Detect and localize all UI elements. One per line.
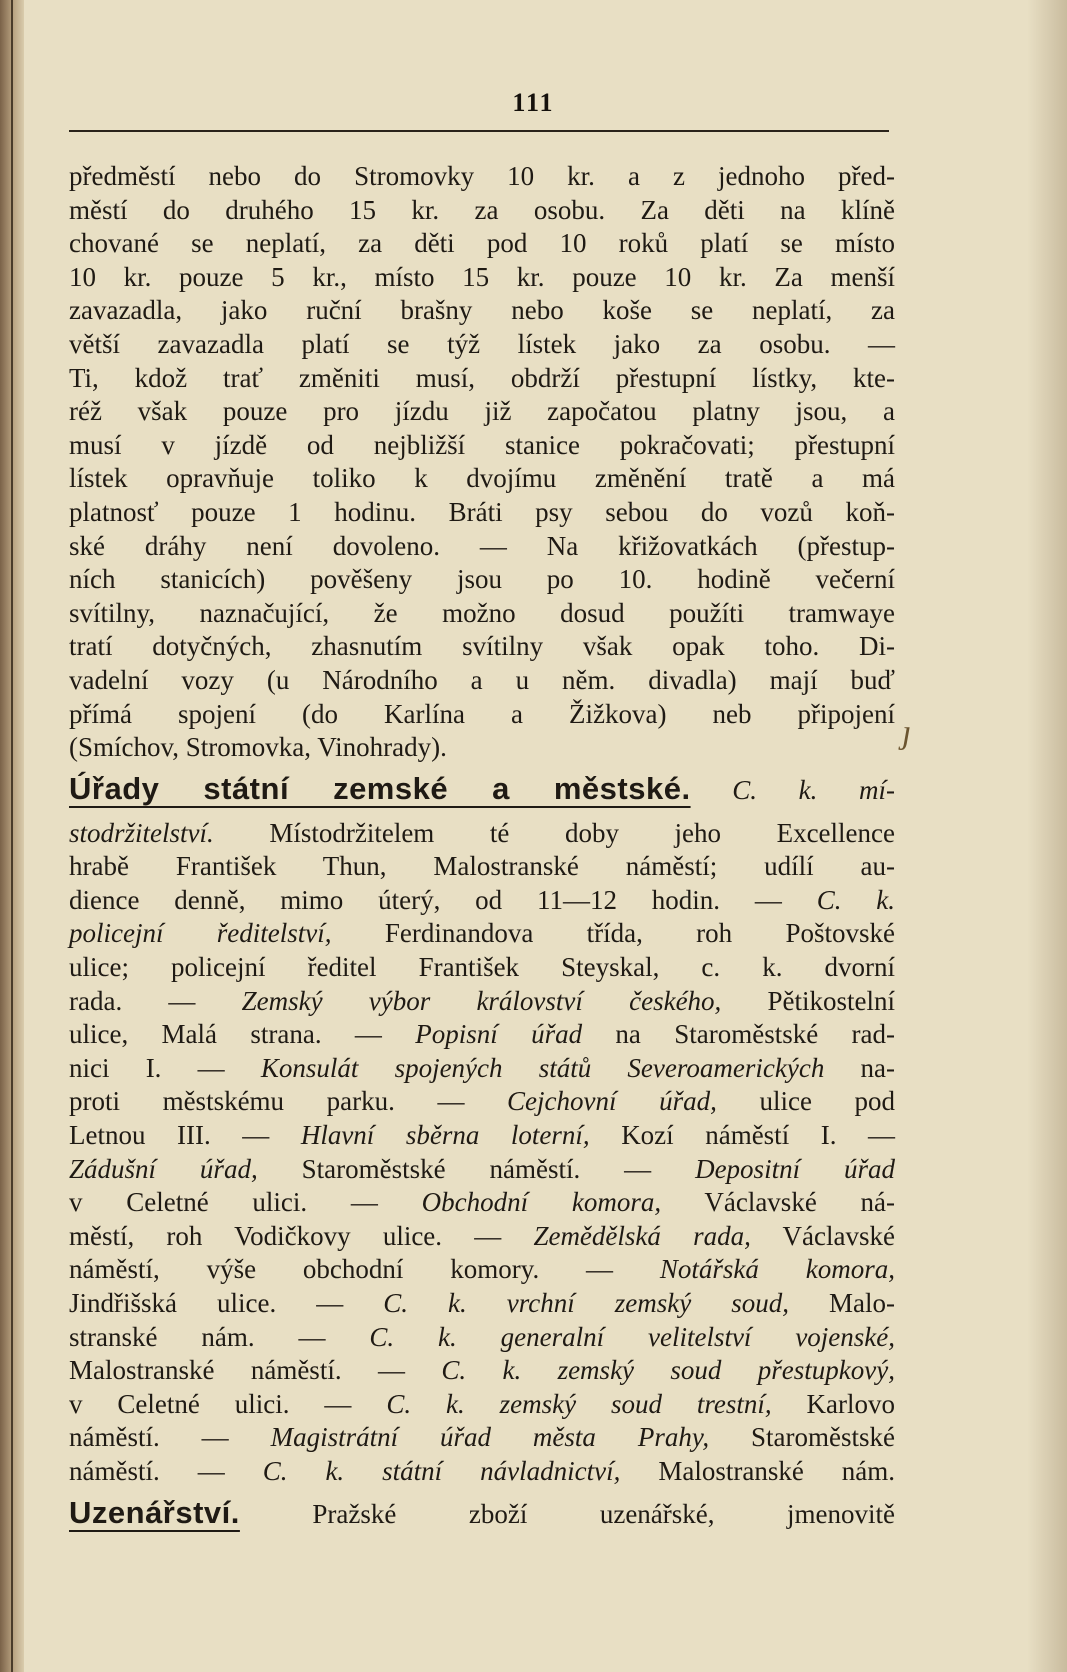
text-line	[69, 1253, 895, 1287]
text-run: na Staroměstské rad-	[615, 1019, 895, 1050]
text-run: rada. —	[69, 985, 196, 1016]
text-run: na-	[860, 1052, 896, 1083]
page-body	[69, 160, 895, 1541]
italic-term: C. k.	[816, 884, 896, 915]
text-line	[69, 1220, 895, 1254]
text-line	[69, 1287, 895, 1321]
text-run: Staroměstské náměstí. —	[301, 1153, 652, 1184]
text-line	[69, 985, 895, 1019]
text-run: Jindřišská ulice. —	[69, 1288, 344, 1318]
binding-edge	[11, 0, 13, 1672]
text-run: stranské nám. —	[69, 1321, 326, 1352]
book-binding	[0, 0, 24, 1672]
italic-term: policejní ředitelství,	[69, 918, 332, 949]
text-line: svítilny, naznačující, že možno dosud použíti tramwaye	[69, 597, 895, 628]
text-line: hrabě František Thun, Malostranské náměstí; udílí au-	[69, 851, 895, 882]
italic-term: C. k. zemský soud přestupkový,	[441, 1355, 895, 1386]
italic-term: C. k. generalní velitelství vojenské,	[369, 1321, 896, 1352]
text-line: předměstí nebo do Stromovky 10 kr. a z jednoho před-	[69, 161, 895, 191]
italic-term: C. k. státní návladnictví,	[262, 1455, 621, 1486]
text-line: zavazadla, jako ruční brašny nebo koše se neplatí, za	[69, 295, 895, 326]
text-line: tratí dotyčných, zhasnutím svítilny však opak toho. Di-	[69, 631, 895, 662]
text-run: Pražské zboží uzenářské, jmenovitě	[312, 1498, 895, 1529]
text-line: ulice; policejní ředitel František Steyskal, c. k. dvorní	[69, 952, 895, 983]
text-line	[69, 1052, 895, 1086]
text-line: vadelní vozy (u Národního a u něm. divadla) mají buď	[69, 664, 895, 695]
text-line: ské dráhy není dovoleno. — Na křižovatkách (přestup-	[69, 530, 895, 561]
italic-term: Cejchovní úřad,	[507, 1086, 717, 1117]
text-line: réž však pouze pro jízdu již započatou platny jsou, a	[69, 396, 895, 427]
italic-term: C. k. zemský soud trestní,	[386, 1388, 772, 1419]
text-line: platnosť pouze 1 hodinu. Bráti psy sebou do vozů koň-	[69, 496, 895, 527]
text-run: Malo-	[829, 1288, 895, 1318]
text-run: v Celetné ulici. —	[69, 1388, 352, 1419]
text-run: ulice pod	[759, 1086, 896, 1117]
italic-term: Zádušní úřad,	[69, 1153, 258, 1184]
text-line	[69, 917, 895, 951]
text-run: dience denně, mimo úterý, od 11—12 hodin. —	[69, 884, 782, 915]
text-line	[69, 1153, 895, 1187]
text-run: náměstí. —	[69, 1422, 229, 1453]
section-heading: Uzenářství.	[69, 1494, 240, 1530]
text-run: nici I. —	[69, 1052, 225, 1083]
italic-term: C. k. mí-	[732, 774, 896, 805]
uzenarstvi-section	[69, 1489, 895, 1541]
text-line: chované se neplatí, za děti pod 10 roků platí se místo	[69, 228, 895, 259]
text-run: v Celetné ulici. —	[69, 1187, 378, 1218]
text-line: (Smíchov, Stromovka, Vinohrady).	[69, 732, 447, 763]
italic-term: Magistrátní úřad města Prahy,	[270, 1422, 710, 1453]
text-line	[69, 1354, 895, 1388]
text-run: Malostranské nám.	[658, 1455, 896, 1486]
italic-term: Zemědělská rada,	[533, 1220, 751, 1251]
text-line: musí v jízdě od nejbližší stanice pokračovati; přestupní	[69, 429, 895, 460]
text-run: náměstí. —	[69, 1455, 225, 1486]
text-line: Ti, kdož trať změniti musí, obdrží přestupní lístky, kte-	[69, 362, 895, 393]
italic-term: Zemský výbor království českého,	[241, 985, 722, 1016]
italic-term: stodržitelství.	[69, 817, 214, 848]
text-line	[69, 1321, 895, 1355]
text-run: náměstí, výše obchodní komory. —	[69, 1254, 614, 1285]
text-line	[69, 1421, 895, 1455]
text-line	[69, 1119, 895, 1153]
text-run: Pětikostelní	[767, 985, 896, 1016]
italic-term: Hlavní sběrna loterní,	[300, 1120, 590, 1151]
text-line: 10 kr. pouze 5 kr., místo 15 kr. pouze 10 kr. Za menší	[69, 261, 895, 292]
text-run: Místodržitelem té doby jeho Excellence	[269, 817, 895, 848]
text-line: městí do druhého 15 kr. za osobu. Za děti na klíně	[69, 194, 895, 225]
text-run: Václavské	[782, 1220, 895, 1251]
text-line	[69, 1018, 895, 1052]
text-line: ních stanicích) pověšeny jsou po 10. hodině večerní	[69, 564, 895, 595]
margin-pencil-mark: ȷ	[902, 714, 912, 751]
text-line	[69, 1186, 895, 1220]
header-rule	[69, 130, 889, 132]
italic-term: Notářská komora,	[659, 1254, 895, 1285]
text-line: lístek opravňuje toliko k dvojímu změnění tratě a má	[69, 463, 895, 494]
page-edge-shading	[1027, 0, 1067, 1672]
section-heading-line	[69, 765, 895, 817]
text-run: Letnou III. —	[69, 1120, 270, 1151]
text-line: přímá spojení (do Karlína a Žižkova) neb připojení	[69, 698, 895, 729]
text-run: městí, roh Vodičkovy ulice. —	[69, 1220, 502, 1251]
text-run: Kozí náměstí I. —	[621, 1120, 896, 1151]
section-heading-line	[69, 1489, 895, 1541]
text-line	[69, 1085, 895, 1119]
text-run: Malostranské náměstí. —	[69, 1355, 405, 1386]
text-run: proti městskému parku. —	[69, 1086, 465, 1117]
text-run: Václavské ná-	[704, 1187, 896, 1218]
urady-section	[69, 765, 895, 1489]
italic-term: Konsulát spojených států Severoamerických	[260, 1052, 825, 1083]
italic-term: Popisní úřad	[415, 1019, 583, 1050]
italic-term: Depositní úřad	[695, 1153, 895, 1184]
text-line	[69, 817, 895, 851]
text-run: Ferdinandova třída, roh Poštovské	[384, 918, 896, 949]
section-heading: Úřady státní zemské a městské.	[69, 770, 691, 806]
text-line: větší zavazadla platí se týž lístek jako za osobu. —	[69, 328, 895, 359]
text-line	[69, 1455, 895, 1489]
text-run: ulice, Malá strana. —	[69, 1019, 382, 1050]
intro-paragraph	[69, 160, 895, 765]
text-run: Karlovo	[806, 1388, 896, 1419]
italic-term: Obchodní komora,	[421, 1187, 662, 1218]
text-line	[69, 1388, 895, 1422]
page-number: 111	[512, 88, 555, 117]
italic-term: C. k. vrchní zemský soud,	[383, 1288, 789, 1318]
text-line	[69, 884, 895, 918]
text-run: Staroměstské	[751, 1422, 895, 1453]
